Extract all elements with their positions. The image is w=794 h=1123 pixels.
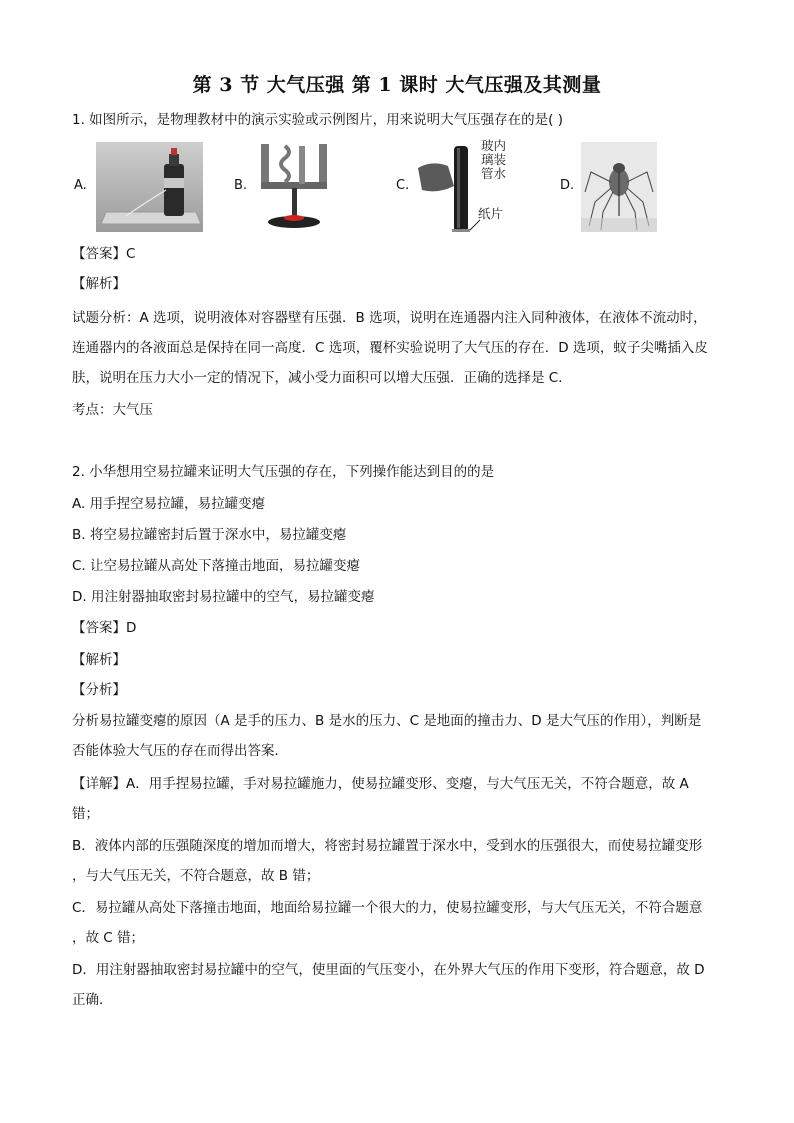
fig-c-label-2: 璃装 bbox=[481, 152, 507, 167]
fig-c-label-4: 纸片 bbox=[478, 206, 504, 221]
q1-answer bbox=[72, 244, 732, 264]
q1-figure-b-connected-vessels bbox=[255, 142, 335, 232]
q2-stem: 2. 小华想用空易拉罐来证明大气压强的存在，下列操作能达到目的的是 bbox=[72, 464, 495, 480]
q1-analysis-line-2: 连通器内的各液面总是保持在同一高度．C 选项，覆杯实验说明了大气压的存在．D 选项，蚊子尖嘴插入皮 bbox=[72, 340, 708, 356]
q1-figure-d-mosquito-photo bbox=[581, 142, 657, 232]
q2-detail-line-4: ，与大气压无关，不符合题意，故 B 错； bbox=[72, 868, 320, 884]
q1-figure-a-bottle-photo bbox=[96, 142, 203, 232]
q1-option-c-label: C. bbox=[396, 178, 410, 193]
q2-detail-line-3: B．液体内部的压强随深度的增加而增大，将密封易拉罐置于深水中，受到水的压强很大，而使易拉罐变形 bbox=[72, 838, 703, 854]
q2-option-a: A. 用手捏空易拉罐，易拉罐变瘪 bbox=[72, 496, 266, 512]
q2-detail-line-8: 正确． bbox=[72, 992, 113, 1008]
q2-option-d: D. 用注射器抽取密封易拉罐中的空气，易拉罐变瘪 bbox=[72, 589, 375, 605]
fig-c-label-1: 玻内 bbox=[481, 138, 507, 153]
q1-option-d-label: D. bbox=[560, 178, 575, 193]
q1-analysis-tag: 【解析】 bbox=[72, 276, 126, 292]
q2-detail-line-2: 错； bbox=[72, 806, 99, 822]
fig-c-label-3: 管水 bbox=[481, 166, 507, 181]
q2-detail-line-6: ，故 C 错； bbox=[72, 930, 145, 946]
answer-tag: 【答案】 bbox=[72, 620, 126, 636]
q1-analysis-line-1: 试题分析：A 选项，说明液体对容器壁有压强．B 选项，说明在连通器内注入同种液体，在液体不流动时， bbox=[72, 310, 707, 326]
page-title: 第 3 节 大气压强 第 1 课时 大气压强及其测量 bbox=[192, 74, 602, 96]
q1-stem: 1. 如图所示，是物理教材中的演示实验或示例图片，用来说明大气压强存在的是( ) bbox=[72, 112, 563, 128]
answer-value: C bbox=[126, 246, 136, 262]
q1-option-a-label: A. bbox=[74, 178, 87, 193]
q2-option-b: B. 将空易拉罐密封后置于深水中，易拉罐变瘪 bbox=[72, 527, 347, 543]
q2-analysis-tag: 【解析】 bbox=[72, 652, 126, 668]
q2-option-c: C. 让空易拉罐从高处下落撞击地面，易拉罐变瘪 bbox=[72, 558, 361, 574]
q2-fenxi-line-1: 分析易拉罐变瘪的原因（A 是手的压力、B 是水的压力、C 是地面的撞击力、D 是大气压的作用），判断是 bbox=[72, 713, 702, 729]
q1-point: 考点：大气压 bbox=[72, 402, 153, 418]
answer-tag: 【答案】 bbox=[72, 246, 126, 262]
q1-figure-c-glass-tube-paper bbox=[418, 138, 514, 236]
q2-answer bbox=[72, 618, 732, 638]
q1-option-b-label: B. bbox=[234, 178, 248, 193]
q2-fenxi-tag: 【分析】 bbox=[72, 682, 126, 698]
q2-detail-line-7: D．用注射器抽取密封易拉罐中的空气，使里面的气压变小，在外界大气压的作用下变形，符合题意，故 D bbox=[72, 962, 705, 978]
q2-detail-line-1: 【详解】A．用手捏易拉罐，手对易拉罐施力，使易拉罐变形、变瘪，与大气压无关，不符合题意，故 A bbox=[72, 776, 689, 792]
answer-value: D bbox=[126, 620, 137, 636]
q2-detail-line-5: C．易拉罐从高处下落撞击地面，地面给易拉罐一个很大的力，使易拉罐变形，与大气压无关，不符合题意 bbox=[72, 900, 703, 916]
q2-fenxi-line-2: 否能体验大气压的存在而得出答案． bbox=[72, 743, 288, 759]
q1-analysis-line-3: 肤，说明在压力大小一定的情况下，减小受力面积可以增大压强．正确的选择是 C． bbox=[72, 370, 572, 386]
